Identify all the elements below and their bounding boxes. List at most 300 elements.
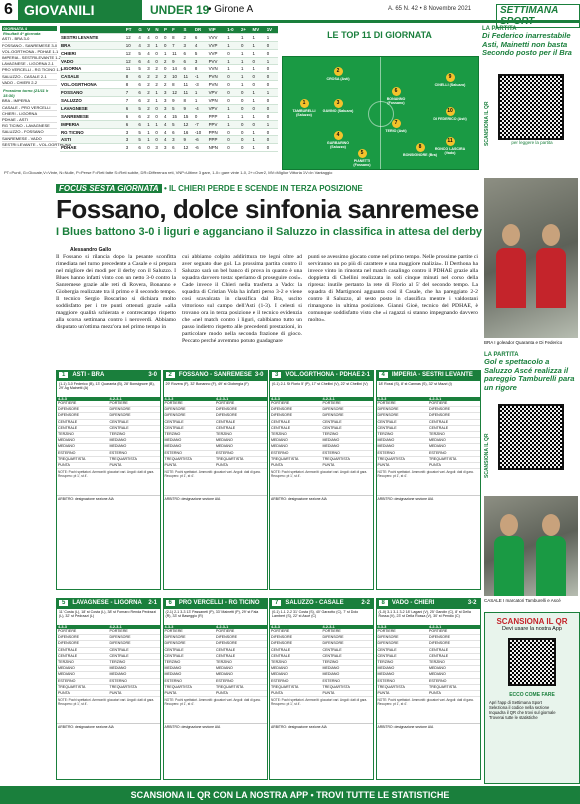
- sidebar-headline-2: Gol e spettacolo a Saluzzo Ascé realizza il pareggio Tamburelli para un rigore: [484, 357, 575, 392]
- lineup-player: CENTRALE: [57, 420, 109, 426]
- standings-cell: CHIERI: [60, 49, 125, 57]
- lineup-player: CENTRALE: [109, 420, 161, 426]
- match-number: 6: [166, 600, 175, 606]
- standings-cell: 1: [154, 97, 163, 105]
- lineup-player: CENTRALE: [428, 420, 480, 426]
- next-round-row: SESTRI LEVANTE - VOL.OGRTHONA: [2, 141, 72, 147]
- standings-cell: 16: [182, 128, 193, 136]
- lineup-player: CENTRALE: [164, 420, 216, 426]
- standings-cell: 4: [146, 49, 154, 57]
- header-divider: [0, 22, 580, 23]
- standings-cell: 0: [226, 128, 240, 136]
- standings-cell: 1: [154, 41, 163, 49]
- lineup-player: TERZINO: [164, 660, 216, 666]
- standings-cell: VPV: [208, 89, 227, 97]
- standings-cell: 0: [154, 104, 163, 112]
- standings-cell: 0: [226, 81, 240, 89]
- lineup-player: MEDIANO: [215, 666, 267, 672]
- standings-cell: 0: [226, 144, 240, 152]
- standings-cell: 0: [226, 136, 240, 144]
- bottom-banner: SCANSIONA IL QR CON LA NOSTRA APP • TROVI TUTTE LE STATISTICHE: [0, 786, 580, 804]
- standings-cell: 6: [125, 120, 138, 128]
- standings-cell: 5: [137, 136, 146, 144]
- standings-cell: 3: [182, 41, 193, 49]
- player-number-badge: 11: [447, 138, 453, 144]
- standings-cell: 1: [266, 33, 278, 41]
- player-silhouette: [536, 536, 566, 596]
- group-label: • Girone A: [208, 4, 254, 15]
- lineup-player: MEDIANO: [322, 666, 374, 672]
- match-referee: ARBITRO: designazione sezione AIA: [57, 495, 160, 502]
- standings-cell: 14: [171, 65, 182, 73]
- standings-cell: 1: [252, 136, 266, 144]
- standings-cell: 1: [226, 112, 240, 120]
- player-name: GAVINO (Saluzzo): [322, 109, 354, 113]
- standings-cell: PVN: [208, 81, 227, 89]
- standings-cell: 12: [125, 33, 138, 41]
- player-name: CROSA (Asti): [326, 77, 350, 81]
- standings-cell: 1: [226, 120, 240, 128]
- article-subtitle: I Blues battono 3-0 i liguri e agganciano il Saluzzo in classifica in attesa del derby: [56, 226, 483, 238]
- match-box: [163, 608, 268, 780]
- top11-title: LE TOP 11 DI GIORNATA: [327, 30, 432, 40]
- lineup-player: DIFENSORE: [270, 641, 322, 647]
- formation: 4-2-3-1: [322, 397, 374, 401]
- match-title: FOSSANO - SANREMESE: [178, 372, 252, 378]
- lineup-player: CENTRALE: [377, 426, 429, 432]
- match-referee: ARBITRO: designazione sezione AIA: [57, 723, 160, 730]
- lineups: [164, 397, 267, 469]
- lineup-player: TREQUARTISTA: [215, 457, 267, 463]
- standings-cell: 6: [182, 49, 193, 57]
- match-goals: (2-1) 2-1 3-3 13' Passaneti (P), 33' Mainetti (P), 29' st Fala (R), 33' st Baseggio (R): [165, 610, 259, 618]
- match-photo-casale: [484, 496, 578, 596]
- lineup-player: DIFENSORE: [109, 635, 161, 641]
- standings-cell: 0: [226, 73, 240, 81]
- match-box: [376, 608, 481, 780]
- article-kicker: [56, 184, 363, 193]
- standings-cell: 2: [146, 112, 154, 120]
- match-goals: (1-0) 3-1 3-1 3-2 18' Lagani (V), 25' Gandin (C), 8' st Della Rossa (V), 23' st Della Rossa (V), 30' st Pendio (C): [378, 610, 471, 618]
- top11-player: [321, 67, 355, 81]
- standings-cell: 1: [146, 120, 154, 128]
- lineup-player: CENTRALE: [322, 426, 374, 432]
- lineup-player: PORTIERE: [57, 401, 109, 407]
- top11-player: [287, 99, 321, 117]
- match-number: 8: [379, 600, 388, 606]
- standings-cell: LAVAGNESE: [60, 104, 125, 112]
- standings-cell: 0: [163, 65, 171, 73]
- lineup-away: [215, 397, 267, 469]
- standings-cell: NPN: [208, 144, 227, 152]
- lineup-player: TREQUARTISTA: [109, 685, 161, 691]
- standings-cell: VVP: [208, 49, 227, 57]
- lineup-player: MEDIANO: [270, 438, 322, 444]
- match-header: [56, 370, 161, 380]
- standings-cell: 5: [171, 104, 182, 112]
- match-goals: 29' Rovera (F), 32' Bonanno (F), 49' st Giobergia (F): [165, 382, 249, 386]
- standings-row: [60, 104, 278, 112]
- lineup-away: [428, 625, 480, 697]
- match-title: VADO - CHIERI: [391, 600, 435, 606]
- lineup-player: DIFENSORE: [270, 413, 322, 419]
- standings-cell: 2: [146, 97, 154, 105]
- lineup-home: [270, 625, 322, 697]
- standings-cell: 5: [194, 49, 208, 57]
- lineup-player: PORTIERE: [428, 401, 480, 407]
- lineup-player: TERZINO: [57, 660, 109, 666]
- player-number-badge: 3: [334, 99, 343, 108]
- results-label: Risultati 4ª giornata: [2, 31, 57, 36]
- article-byline: Alessandro Gallo: [70, 247, 112, 253]
- standings-cell: 1: [154, 120, 163, 128]
- standings-header-cell: MV: [252, 26, 266, 33]
- standings-cell: VVV: [208, 33, 227, 41]
- formation: 4-3-3: [57, 397, 109, 401]
- player-silhouette: [536, 248, 566, 308]
- match-box: [376, 380, 481, 590]
- standings-header-cell: 1V: [266, 26, 278, 33]
- formation: 4-2-3-1: [322, 625, 374, 629]
- lineup-player: PORTIERE: [270, 629, 322, 635]
- match-goals: (0-1) 2-1 St Florio 5' (P), 17' st Chellini (V), 22' st Chellini (V): [272, 382, 368, 386]
- lineup-player: PORTIERE: [109, 401, 161, 407]
- player-name: RONCO LASCIRA (Vado): [434, 147, 466, 155]
- match-goals: (0-1) 1-1 2-2 31' Costa (S), 40' Garzotto (C), 7' st Dolo Lambert (S), 22' st Ascé (C): [272, 610, 359, 618]
- lineup-player: DIFENSORE: [164, 413, 216, 419]
- next-round-row: SALUZZO - FOSSANO: [2, 129, 57, 135]
- standings-cell: 6: [137, 120, 146, 128]
- match-title: LAVAGNESE - LIGORNA: [72, 600, 142, 606]
- standings-header-cell: 2+: [240, 26, 252, 33]
- standings-cell: 6: [137, 112, 146, 120]
- standings-row: [60, 49, 278, 57]
- lineup-player: ESTERNO: [164, 679, 216, 685]
- lineup-player: DIFENSORE: [377, 641, 429, 647]
- lineup-player: DIFENSORE: [322, 635, 374, 641]
- lineup-player: CENTRALE: [215, 654, 267, 660]
- next-round-label: Prossimo turno (21/11 h 15:30): [2, 88, 57, 98]
- standings-cell: 3: [154, 144, 163, 152]
- standings-cell: 1: [252, 41, 266, 49]
- round-title: GIORNATA 4: [2, 26, 57, 31]
- lineup-player: PUNTA: [109, 463, 161, 469]
- lineup-home: [377, 397, 429, 469]
- player-name: GARBARINO (Saluzzo): [326, 141, 350, 149]
- player-number-badge: 9: [446, 73, 455, 82]
- match-goals: 11' Costa (L), 18' st Costa (L), 38' st Fornaro Renda Pedrazzi (L), 32' st Pedrazzi (L): [59, 610, 157, 618]
- standings-cell: 1: [146, 128, 154, 136]
- standings-cell: 0: [154, 49, 163, 57]
- standings-cell: VOL.OGRTHONA: [60, 81, 125, 89]
- standings-cell: 0: [194, 112, 208, 120]
- top11-player: [345, 149, 379, 167]
- standings-cell: IMPERIA: [60, 120, 125, 128]
- lineup-player: ESTERNO: [322, 679, 374, 685]
- lineup-player: TERZINO: [428, 432, 480, 438]
- match-score: 1-2: [467, 382, 477, 388]
- formation: 4-2-3-1: [109, 397, 161, 401]
- lineup-player: CENTRALE: [109, 654, 161, 660]
- lineup-player: PORTIERE: [57, 629, 109, 635]
- top11-player: [403, 143, 437, 157]
- standings-cell: 1: [240, 65, 252, 73]
- match-header: [269, 370, 374, 380]
- lineup-player: CENTRALE: [322, 648, 374, 654]
- lineup-player: ESTERNO: [215, 451, 267, 457]
- player-silhouette: [496, 248, 526, 308]
- standings-cell: 0: [266, 104, 278, 112]
- lineups: [377, 397, 480, 469]
- lineup-player: TERZINO: [322, 660, 374, 666]
- standings-cell: 1: [252, 49, 266, 57]
- standings-header-cell: V: [146, 26, 154, 33]
- lineup-player: PUNTA: [428, 463, 480, 469]
- lineup-player: PUNTA: [270, 691, 322, 697]
- match-box: [269, 380, 374, 590]
- match-score: 2-2: [361, 600, 370, 606]
- player-number-badge: 4: [334, 131, 343, 140]
- results-list: [2, 36, 63, 86]
- lineup-player: TERZINO: [377, 660, 429, 666]
- standings-cell: 1: [240, 112, 252, 120]
- lineup-player: MEDIANO: [57, 672, 109, 678]
- lineup-player: DIFENSORE: [215, 413, 267, 419]
- lineup-player: CENTRALE: [428, 648, 480, 654]
- lineup-player: PORTIERE: [322, 629, 374, 635]
- player-name: TERIO (Asti): [385, 129, 407, 133]
- app-steps-title: ECCO COME FARE: [509, 692, 555, 698]
- standings-cell: 6: [182, 65, 193, 73]
- lineup-player: DIFENSORE: [377, 407, 429, 413]
- standings-cell: PVN: [208, 73, 227, 81]
- lineup-player: MEDIANO: [377, 666, 429, 672]
- lineup-player: PORTIERE: [164, 629, 216, 635]
- standings-header-cell: S: [182, 26, 193, 33]
- standings-cell: BRA: [60, 41, 125, 49]
- formation: 4-2-3-1: [109, 625, 161, 629]
- top11-player: [433, 137, 467, 155]
- qr-code-2[interactable]: [498, 404, 564, 470]
- lineup-player: CENTRALE: [377, 648, 429, 654]
- category-title: UNDER 19: [150, 3, 210, 17]
- standings-cell: 0: [240, 128, 252, 136]
- standings-cell: 1: [194, 97, 208, 105]
- standings-cell: -7: [194, 120, 208, 128]
- standings-row: [60, 41, 278, 49]
- lineup-player: TREQUARTISTA: [428, 685, 480, 691]
- lineup-home: [164, 397, 216, 469]
- lineup-player: PUNTA: [57, 463, 109, 469]
- player-silhouette: [494, 536, 524, 596]
- standings-cell: 7: [125, 89, 138, 97]
- standings-cell: -4: [194, 104, 208, 112]
- qr-code-1[interactable]: [498, 74, 564, 140]
- lineup-player: TERZINO: [270, 660, 322, 666]
- kicker-tag: FOCUS SESTA GIORNATA: [56, 184, 162, 193]
- match-box: [163, 380, 268, 590]
- result-row: FOSSANO - SANREMESE 3-0: [2, 42, 58, 48]
- lineup-player: DIFENSORE: [109, 641, 161, 647]
- standings-cell: 3: [163, 144, 171, 152]
- standings-cell: 0: [154, 112, 163, 120]
- lineup-player: MEDIANO: [377, 438, 429, 444]
- article-column-1: Il Fossano si rilancia dopo la pesante sconfitta rimediata nel turno precedente a Casale e si prepara nel migliore dei modi per il derby con il Saluzzo. I Blues hanno infatti vinto con un netto 3-0 contro la Sanremese grazie alle reti di Rovera, Bonanno e Giobergia realizzate tra il primo e il secondo tempo. Il tecnico Sergio Boscarino si dichiara molto soddisfatto per i tre punti ottenuti grazie «alla maggiore qualità schierata e contrecampo rispetto alla scorsa settimana contro i neroverdi. Abbiamo disputato un'ottima mezz'ora nel primo tempo in: [56, 254, 176, 330]
- standings-cell: 1: [266, 57, 278, 65]
- standings-cell: VPN: [208, 97, 227, 105]
- lineup-player: PUNTA: [270, 463, 322, 469]
- kicker-text: • IL CHIERI PERDE E SCENDE IN TERZA POSIZIONE: [163, 184, 363, 193]
- standings-cell: 1: [226, 33, 240, 41]
- lineup-player: DIFENSORE: [428, 635, 480, 641]
- standings-cell: 8: [171, 81, 182, 89]
- standings-cell: 4: [163, 120, 171, 128]
- app-qr-code[interactable]: [508, 638, 556, 686]
- standings-cell: 2: [146, 81, 154, 89]
- lineup-player: DIFENSORE: [164, 407, 216, 413]
- standings-row: [60, 33, 278, 41]
- lineup-home: [164, 625, 216, 697]
- result-row: IMPERIA - SESTRILEVANTE 1-2: [2, 55, 62, 61]
- lineup-player: MEDIANO: [322, 438, 374, 444]
- lineup-player: MEDIANO: [164, 666, 216, 672]
- lineup-player: MEDIANO: [322, 444, 374, 450]
- lineup-player: MEDIANO: [164, 444, 216, 450]
- top11-player: [321, 99, 355, 113]
- top11-player: [379, 87, 413, 105]
- match-goals: 18' Rossi (S), 8' st Cannas (S), 32' st Mazzi (I): [378, 382, 452, 386]
- lineup-player: DIFENSORE: [109, 407, 161, 413]
- lineup-player: PUNTA: [164, 463, 216, 469]
- match-notes: NOTE: Pochi spettatori. Ammoniti: giocatori vari. Angoli: dati di gara. Recupero: pt 1', st 4'.: [271, 698, 368, 707]
- standings-header-cell: P: [163, 26, 171, 33]
- player-number-badge: 6: [392, 87, 401, 96]
- standings-cell: 6: [137, 81, 146, 89]
- standings-cell: VADO: [60, 57, 125, 65]
- lineups: [57, 397, 160, 469]
- lineup-player: DIFENSORE: [215, 407, 267, 413]
- lineup-player: TREQUARTISTA: [109, 457, 161, 463]
- lineup-player: TREQUARTISTA: [215, 685, 267, 691]
- standings-cell: 1: [252, 112, 266, 120]
- standings-cell: 8: [125, 73, 138, 81]
- standings-cell: 12: [182, 144, 193, 152]
- standings-cell: 1: [240, 81, 252, 89]
- formation: 4-2-3-1: [428, 625, 480, 629]
- standings-cell: 8: [171, 33, 182, 41]
- lineup-player: PUNTA: [428, 691, 480, 697]
- lineup-player: DIFENSORE: [164, 641, 216, 647]
- lineup-player: ESTERNO: [164, 451, 216, 457]
- standings-row: [60, 81, 278, 89]
- standings-cell: 11: [125, 65, 138, 73]
- lineup-player: PORTIERE: [215, 629, 267, 635]
- formation: 4-3-3: [377, 625, 429, 629]
- match-notes: NOTE: Pochi spettatori. Ammoniti: giocatori vari. Angoli: dati di gara. Recupero: pt 1', st 4'.: [58, 698, 155, 707]
- player-head: [542, 514, 560, 536]
- standings-cell: 15: [182, 112, 193, 120]
- match-title: ASTI - BRA: [72, 372, 105, 378]
- standings-row: [60, 128, 278, 136]
- match-score: 2-1: [148, 600, 157, 606]
- lineup-player: PORTIERE: [215, 401, 267, 407]
- lineup-player: CENTRALE: [428, 654, 480, 660]
- lineup-player: PUNTA: [377, 463, 429, 469]
- standings-cell: VVP: [208, 41, 227, 49]
- standings-cell: 1: [163, 49, 171, 57]
- standings-cell: 3: [146, 41, 154, 49]
- lineup-player: DIFENSORE: [270, 407, 322, 413]
- player-number-badge: 1: [300, 99, 309, 108]
- standings-cell: 5: [137, 128, 146, 136]
- formation: 4-3-3: [57, 625, 109, 629]
- standings-cell: 1: [266, 120, 278, 128]
- standings-cell: 12: [171, 89, 182, 97]
- lineup-away: [322, 397, 374, 469]
- app-step: Troverai tutte le statistiche: [489, 715, 538, 720]
- standings-cell: 3: [125, 144, 138, 152]
- standings-cell: 0: [252, 81, 266, 89]
- result-row: ASTI - BRA 3-0: [2, 36, 57, 42]
- standings-header-cell: F: [171, 26, 182, 33]
- match-box: [269, 608, 374, 780]
- lineup-player: CENTRALE: [377, 420, 429, 426]
- match-number: 7: [272, 600, 281, 606]
- lineup-player: DIFENSORE: [215, 635, 267, 641]
- standings-cell: 1: [226, 41, 240, 49]
- lineup-player: ESTERNO: [428, 679, 480, 685]
- lineup-away: [109, 397, 161, 469]
- standings-cell: 2: [146, 89, 154, 97]
- app-title: SCANSIONA IL QR: [496, 617, 568, 626]
- standings-cell: 10: [171, 73, 182, 81]
- standings-cell: 0: [240, 120, 252, 128]
- match-header: [163, 370, 268, 380]
- standings-cell: 6: [137, 144, 146, 152]
- lineup-player: DIFENSORE: [164, 635, 216, 641]
- lineup-player: PORTIERE: [428, 629, 480, 635]
- lineup-away: [109, 625, 161, 697]
- sidebar-kicker-1: LA PARTITA: [482, 26, 517, 32]
- lineup-player: MEDIANO: [377, 672, 429, 678]
- lineup-player: TERZINO: [164, 432, 216, 438]
- standings-cell: 2: [163, 73, 171, 81]
- standings-cell: 6: [137, 57, 146, 65]
- standings-cell: 1: [252, 33, 266, 41]
- standings-cell: 4: [137, 33, 146, 41]
- lineup-player: DIFENSORE: [57, 635, 109, 641]
- match-notes: NOTE: Pochi spettatori. Ammoniti: giocatori vari. Angoli: dati di gara. Recupero: pt 1', st 4'.: [58, 470, 155, 479]
- lineup-player: CENTRALE: [164, 426, 216, 432]
- lineup-player: PORTIERE: [109, 629, 161, 635]
- next-round-row: BRA - IMPERIA: [2, 98, 57, 104]
- lineup-player: ESTERNO: [428, 451, 480, 457]
- lineup-player: TREQUARTISTA: [57, 685, 109, 691]
- match-number: 2: [166, 372, 175, 378]
- standings-cell: 8: [182, 97, 193, 105]
- standings-header-cell: DR: [194, 26, 208, 33]
- standings-cell: 4: [146, 57, 154, 65]
- standings-cell: 3: [125, 128, 138, 136]
- app-promo: [484, 612, 580, 784]
- standings-cell: 0: [266, 128, 278, 136]
- qr-sub-1: per leggere la partita: [511, 140, 553, 145]
- standings-header-cell: [60, 26, 125, 33]
- next-round-row: CASALE - PRO VERCELLI: [2, 105, 57, 111]
- top11-player: [433, 107, 467, 121]
- standings-cell: 5: [137, 104, 146, 112]
- standings-cell: 12: [182, 120, 193, 128]
